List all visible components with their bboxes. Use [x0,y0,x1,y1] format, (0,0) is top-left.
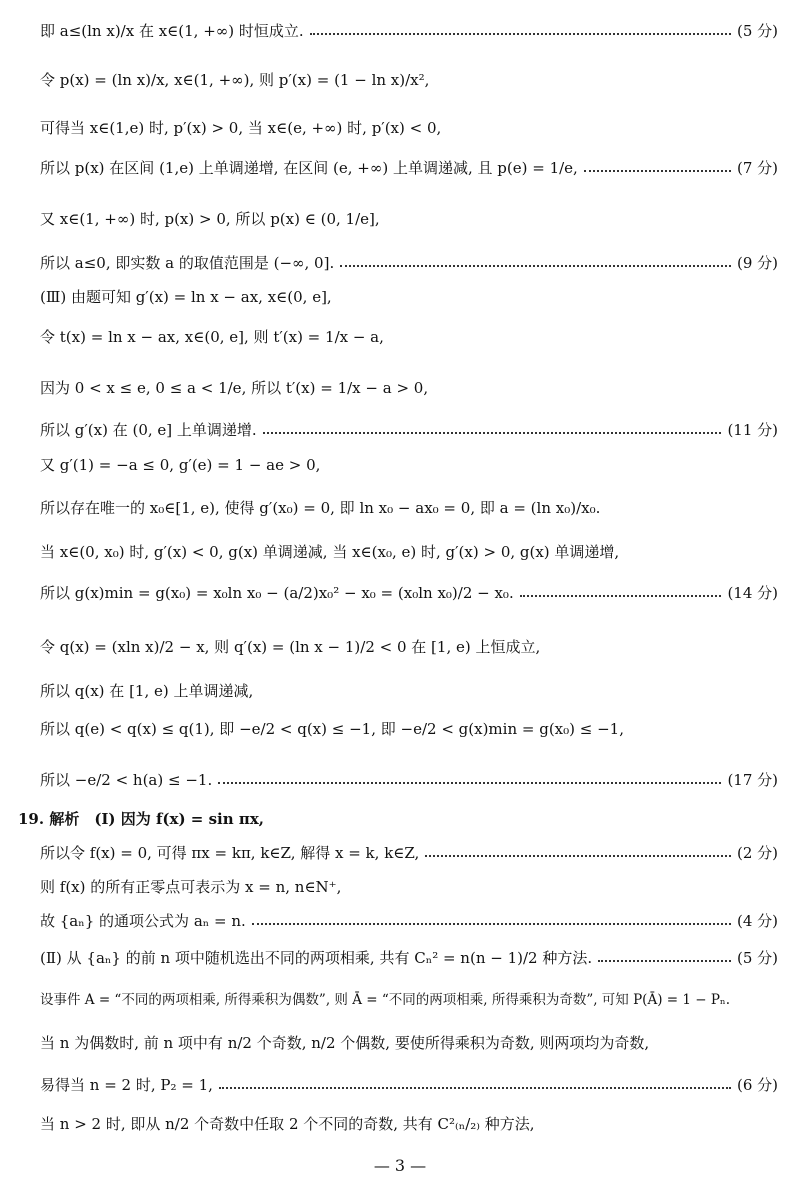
solution-line: 令 q(x) = (xln x)/2 − x, 则 q′(x) = (ln x − 1)/2 < 0 在 [1, e) 上恒成立, [40,638,541,656]
solution-line: 又 x∈(1, +∞) 时, p(x) > 0, 所以 p(x) ∈ (0, 1/e], [40,210,380,228]
solution-line: 所以令 f(x) = 0, 可得 πx = kπ, k∈Z, 解得 x = k, k∈Z, (2 分) [40,844,778,862]
solution-line: 因为 0 < x ≤ e, 0 ≤ a < 1/e, 所以 t′(x) = 1/x − a > 0, [40,379,429,397]
solution-line: 则 f(x) 的所有正零点可表示为 x = n, n∈N⁺, [40,878,342,896]
solution-line: 当 n > 2 时, 即从 n/2 个奇数中任取 2 个不同的奇数, 共有 C²₍ₙ/₂₎ 种方法, [40,1115,535,1133]
solution-line: 当 x∈(0, x₀) 时, g′(x) < 0, g(x) 单调递减, 当 x∈(x₀, e) 时, g′(x) > 0, g(x) 单调递增, [40,543,620,561]
solution-line: 设事件 A = “不同的两项相乘, 所得乘积为偶数”, 则 Ā = “不同的两项相乘, 所得乘积为奇数”, 可知 P(Ā) = 1 − Pₙ. [40,992,731,1008]
solution-line: 令 t(x) = ln x − ax, x∈(0, e], 则 t′(x) = 1/x − a, [40,328,384,346]
solution-line: 令 p(x) = (ln x)/x, x∈(1, +∞), 则 p′(x) = (1 − ln x)/x², [40,71,430,89]
solution-line: 所以 g(x)min = g(x₀) = x₀ln x₀ − (a/2)x₀² − x₀ = (x₀ln x₀)/2 − x₀. (14 分) [40,584,778,602]
solution-line: (Ⅱ) 从 {aₙ} 的前 n 项中随机选出不同的两项相乘, 共有 Cₙ² = n(n − 1)/2 种方法. (5 分) [40,949,778,967]
solution-line: 可得当 x∈(1,e) 时, p′(x) > 0, 当 x∈(e, +∞) 时, p′(x) < 0, [40,119,442,137]
solution-line: 当 n 为偶数时, 前 n 项中有 n/2 个奇数, n/2 个偶数, 要使所得乘积为奇数, 则两项均为奇数, [40,1034,650,1052]
solution-line: (Ⅲ) 由题可知 g′(x) = ln x − ax, x∈(0, e], [40,288,332,306]
question-19-header: 19. 解析 (Ⅰ) 因为 f(x) = sin πx, [18,810,264,828]
solution-line: 所以存在唯一的 x₀∈[1, e), 使得 g′(x₀) = 0, 即 ln x₀ − ax₀ = 0, 即 a = (ln x₀)/x₀. [40,499,601,517]
solution-line: 所以 q(e) < q(x) ≤ q(1), 即 −e/2 < q(x) ≤ −1, 即 −e/2 < g(x)min = g(x₀) ≤ −1, [40,720,624,738]
solution-line: 所以 −e/2 < h(a) ≤ −1. (17 分) [40,771,778,789]
solution-line: 易得当 n = 2 时, P₂ = 1, (6 分) [40,1076,778,1094]
solution-line: 即 a≤(ln x)/x 在 x∈(1, +∞) 时恒成立. (5 分) [40,22,778,40]
solution-line: 故 {aₙ} 的通项公式为 aₙ = n. (4 分) [40,912,778,930]
solution-line: 所以 g′(x) 在 (0, e] 上单调递增. (11 分) [40,421,778,439]
solution-line: 所以 a≤0, 即实数 a 的取值范围是 (−∞, 0]. (9 分) [40,254,778,272]
page-number: — 3 — [373,1156,427,1175]
solution-line: 所以 q(x) 在 [1, e) 上单调递减, [40,682,254,700]
solution-line: 又 g′(1) = −a ≤ 0, g′(e) = 1 − ae > 0, [40,456,321,474]
solution-line: 所以 p(x) 在区间 (1,e) 上单调递增, 在区间 (e, +∞) 上单调递减, 且 p(e) = 1/e, (7 分) [40,159,778,177]
